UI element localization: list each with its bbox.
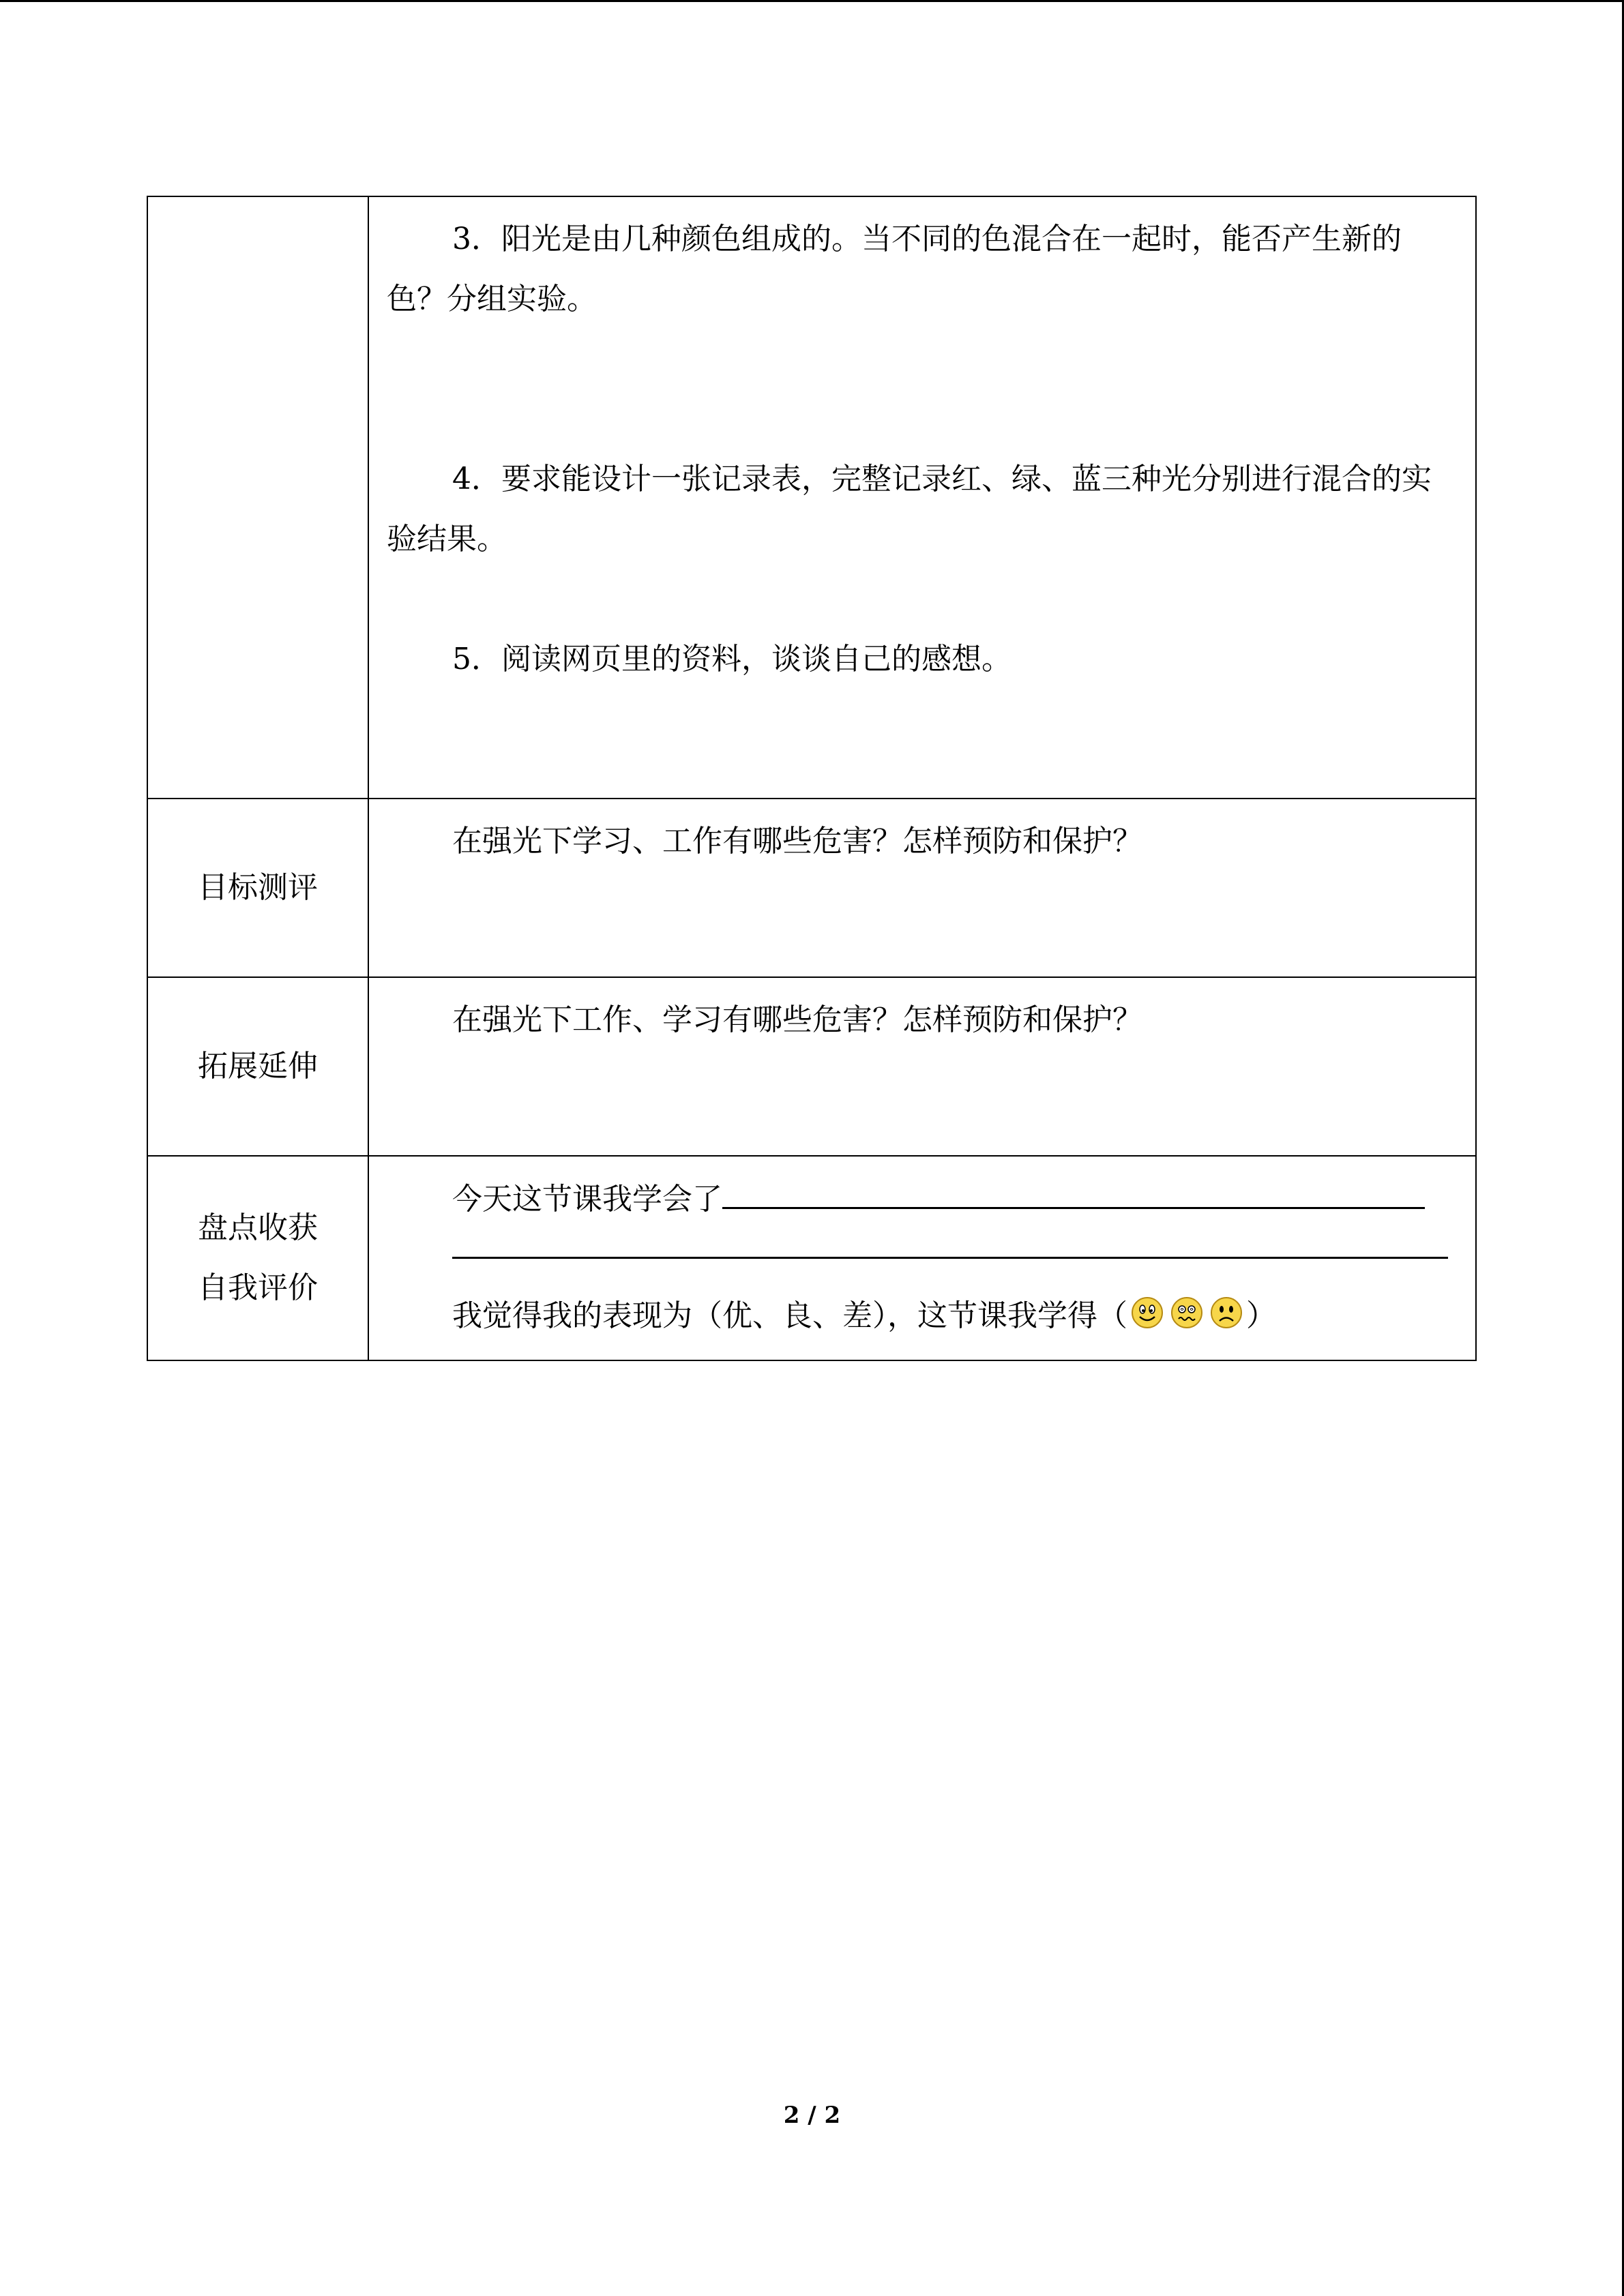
row-label-empty: [147, 196, 368, 799]
page-top-border: [0, 0, 1624, 2]
activity-item-3: 3．阳光是由几种颜色组成的。当不同的色混合在一起时，能否产生新的色？分组实验。: [387, 222, 1402, 316]
table-row-self-evaluation: [147, 1156, 1476, 1360]
smile-icon: [1130, 1296, 1164, 1330]
row-label-assessment: 目标测评: [147, 799, 368, 977]
row-label-self-evaluation: [147, 1156, 368, 1360]
activity-item-5: 5．阅读网页里的资料，谈谈自己的感想。: [452, 642, 1012, 676]
activities-cell: [368, 196, 1476, 799]
lesson-plan-table: [147, 196, 1477, 1361]
performance-close: ）: [1246, 1298, 1276, 1333]
label-line-summary: 盘点收获: [198, 1210, 318, 1245]
frown-icon: [1209, 1296, 1243, 1330]
learned-blank-line-2[interactable]: [452, 1229, 1448, 1259]
assessment-question: 在强光下学习、工作有哪些危害？怎样预防和保护？: [452, 824, 1142, 859]
performance-line: [387, 1286, 1448, 1346]
page-number: 2 / 2: [783, 2102, 841, 2129]
assessment-cell: [368, 799, 1476, 977]
extension-question: 在强光下工作、学习有哪些危害？怎样预防和保护？: [452, 1002, 1142, 1037]
learned-prefix: 今天这节课我学会了: [452, 1182, 722, 1217]
table-row-assessment: [147, 799, 1476, 977]
performance-text: 我觉得我的表现为（优、良、差），这节课我学得（: [452, 1298, 1127, 1333]
extension-cell: [368, 977, 1476, 1156]
learned-line: [387, 1169, 1448, 1229]
label-line-evaluation: 自我评价: [198, 1270, 318, 1305]
table-row-activities: [147, 196, 1476, 799]
activity-item-4: 4．要求能设计一张记录表，完整记录红、绿、蓝三种光分别进行混合的实验结果。: [387, 462, 1432, 556]
table-row-extension: [147, 977, 1476, 1156]
row-label-extension: 拓展延伸: [147, 977, 368, 1156]
self-evaluation-cell: [368, 1156, 1476, 1360]
learned-blank[interactable]: [722, 1169, 1425, 1209]
confused-icon: [1170, 1296, 1204, 1330]
